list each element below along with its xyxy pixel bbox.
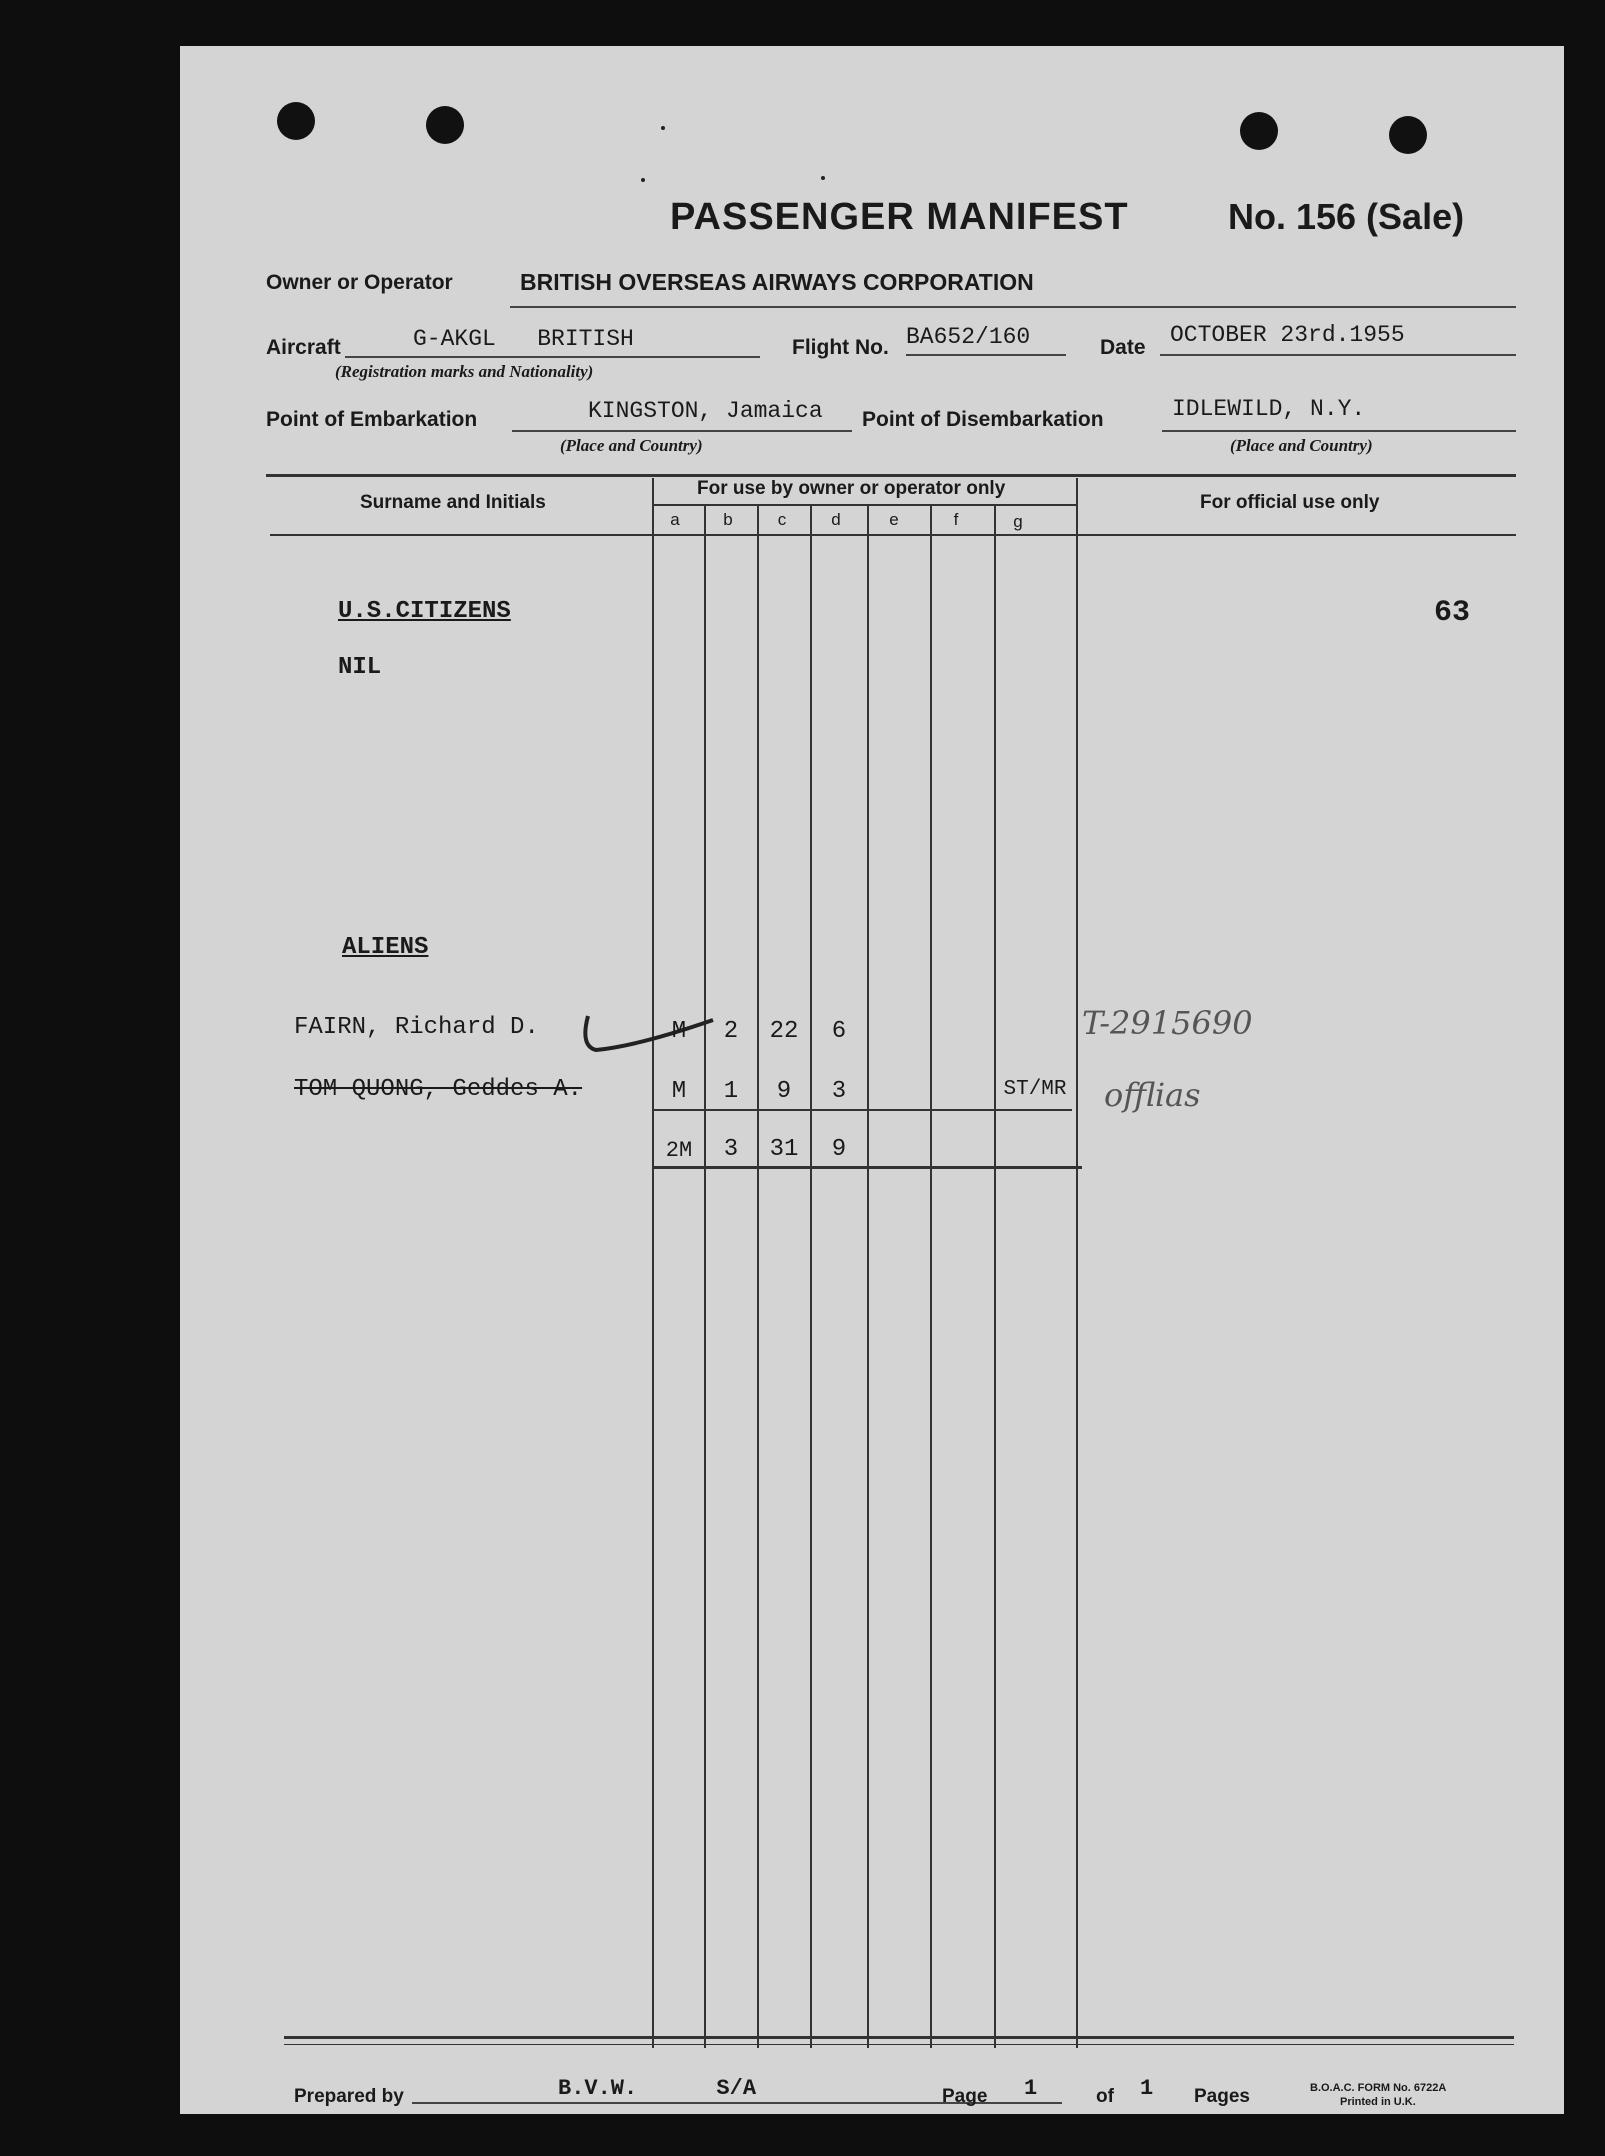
us-citizens-heading: U.S.CITIZENS: [338, 598, 511, 625]
embark-note: (Place and Country): [560, 436, 703, 455]
owner-value: BRITISH OVERSEAS AIRWAYS CORPORATION: [520, 269, 1034, 295]
column-header-a: a: [670, 510, 680, 529]
cell-d: 6: [831, 1018, 847, 1045]
speck: [821, 176, 825, 180]
of-value: 1: [1140, 2076, 1154, 2101]
cell-a: M: [671, 1078, 687, 1105]
embark-value: KINGSTON, Jamaica: [588, 398, 823, 424]
column-rule: [704, 506, 706, 2048]
owner-line: [510, 306, 1516, 308]
flight-value: BA652/160: [906, 324, 1031, 350]
us-citizens-value: NIL: [338, 654, 382, 681]
surname-header: Surname and Initials: [360, 492, 546, 513]
manifest-page: [180, 46, 1564, 2114]
speck: [661, 126, 665, 130]
column-header-f: f: [953, 510, 959, 529]
passenger-name: FAIRN, Richard D.: [294, 1014, 539, 1041]
cell-b: 1: [723, 1078, 739, 1105]
column-header-c: c: [777, 510, 787, 529]
page-value: 1: [1024, 2076, 1038, 2101]
total-d: 9: [831, 1136, 847, 1163]
disembark-label: Point of Disembarkation: [862, 408, 1104, 431]
cell-d: 3: [831, 1078, 847, 1105]
column-rule: [994, 506, 996, 2048]
aircraft-note: (Registration marks and Nationality): [335, 362, 594, 381]
prepared-value: B.V.W. S/A: [558, 2076, 757, 2101]
column-header-e: e: [889, 510, 899, 529]
cell-c: 9: [776, 1078, 792, 1105]
pages-label: Pages: [1194, 2086, 1250, 2107]
disembark-value: IDLEWILD, N.Y.: [1172, 396, 1366, 422]
column-rule: [930, 506, 932, 2048]
cell-a: M: [671, 1018, 687, 1045]
totals-top-rule: [652, 1109, 1072, 1111]
form-code: B.O.A.C. FORM No. 6722A: [1310, 2082, 1447, 2094]
cell-g: ST/MR: [1003, 1078, 1067, 1101]
flight-label: Flight No.: [792, 336, 889, 359]
date-line: [1160, 354, 1516, 356]
official-entry: T-2915690: [1082, 1004, 1253, 1042]
totals-bottom-rule: [652, 1166, 1082, 1169]
punch-hole: [277, 102, 315, 140]
printed-in: Printed in U.K.: [1340, 2096, 1416, 2108]
column-rule: [757, 506, 759, 2048]
total-a: 2M: [665, 1138, 693, 1163]
punch-hole: [1389, 116, 1427, 154]
cell-b: 2: [723, 1018, 739, 1045]
official-header: For official use only: [1200, 492, 1380, 513]
owner-use-header: For use by owner or operator only: [697, 478, 1006, 499]
date-label: Date: [1100, 336, 1146, 359]
embark-line: [512, 430, 852, 432]
punch-hole: [426, 106, 464, 144]
disembark-note: (Place and Country): [1230, 436, 1373, 455]
footer-rule: [284, 2044, 1514, 2045]
column-rule: [810, 506, 812, 2048]
date-value: OCTOBER 23rd.1955: [1170, 322, 1405, 348]
page-label: Page: [942, 2086, 988, 2107]
passenger-name-struck: TOM QUONG, Geddes A.: [294, 1076, 583, 1103]
embark-label: Point of Embarkation: [266, 408, 478, 431]
of-label: of: [1096, 2086, 1114, 2107]
column-header-d: d: [831, 510, 841, 529]
form-number: No. 156 (Sale): [1228, 196, 1465, 237]
column-rule: [652, 478, 654, 2048]
page-title: PASSENGER MANIFEST: [670, 196, 1129, 238]
flight-line: [906, 354, 1066, 356]
aircraft-value: G-AKGL BRITISH: [413, 326, 634, 352]
official-entry: offlias: [1104, 1076, 1201, 1114]
column-header-g: g: [1013, 512, 1023, 531]
column-header-b: b: [723, 510, 733, 529]
speck: [641, 178, 645, 182]
aircraft-line: [345, 356, 760, 358]
owner-header-divider: [652, 504, 1077, 506]
total-b: 3: [723, 1136, 739, 1163]
punch-hole: [1240, 112, 1278, 150]
owner-label: Owner or Operator: [266, 271, 453, 294]
official-count: 63: [1434, 596, 1471, 630]
aircraft-label: Aircraft: [266, 336, 341, 359]
column-rule: [1076, 478, 1078, 2048]
aliens-heading: ALIENS: [342, 934, 429, 961]
prepared-label: Prepared by: [294, 2086, 404, 2107]
cell-c: 22: [769, 1018, 799, 1045]
disembark-line: [1162, 430, 1516, 432]
footer-rule: [284, 2036, 1514, 2039]
header-bottom-border: [270, 534, 1516, 536]
table-top-border: [266, 474, 1516, 477]
column-rule: [867, 506, 869, 2048]
total-c: 31: [769, 1136, 799, 1163]
